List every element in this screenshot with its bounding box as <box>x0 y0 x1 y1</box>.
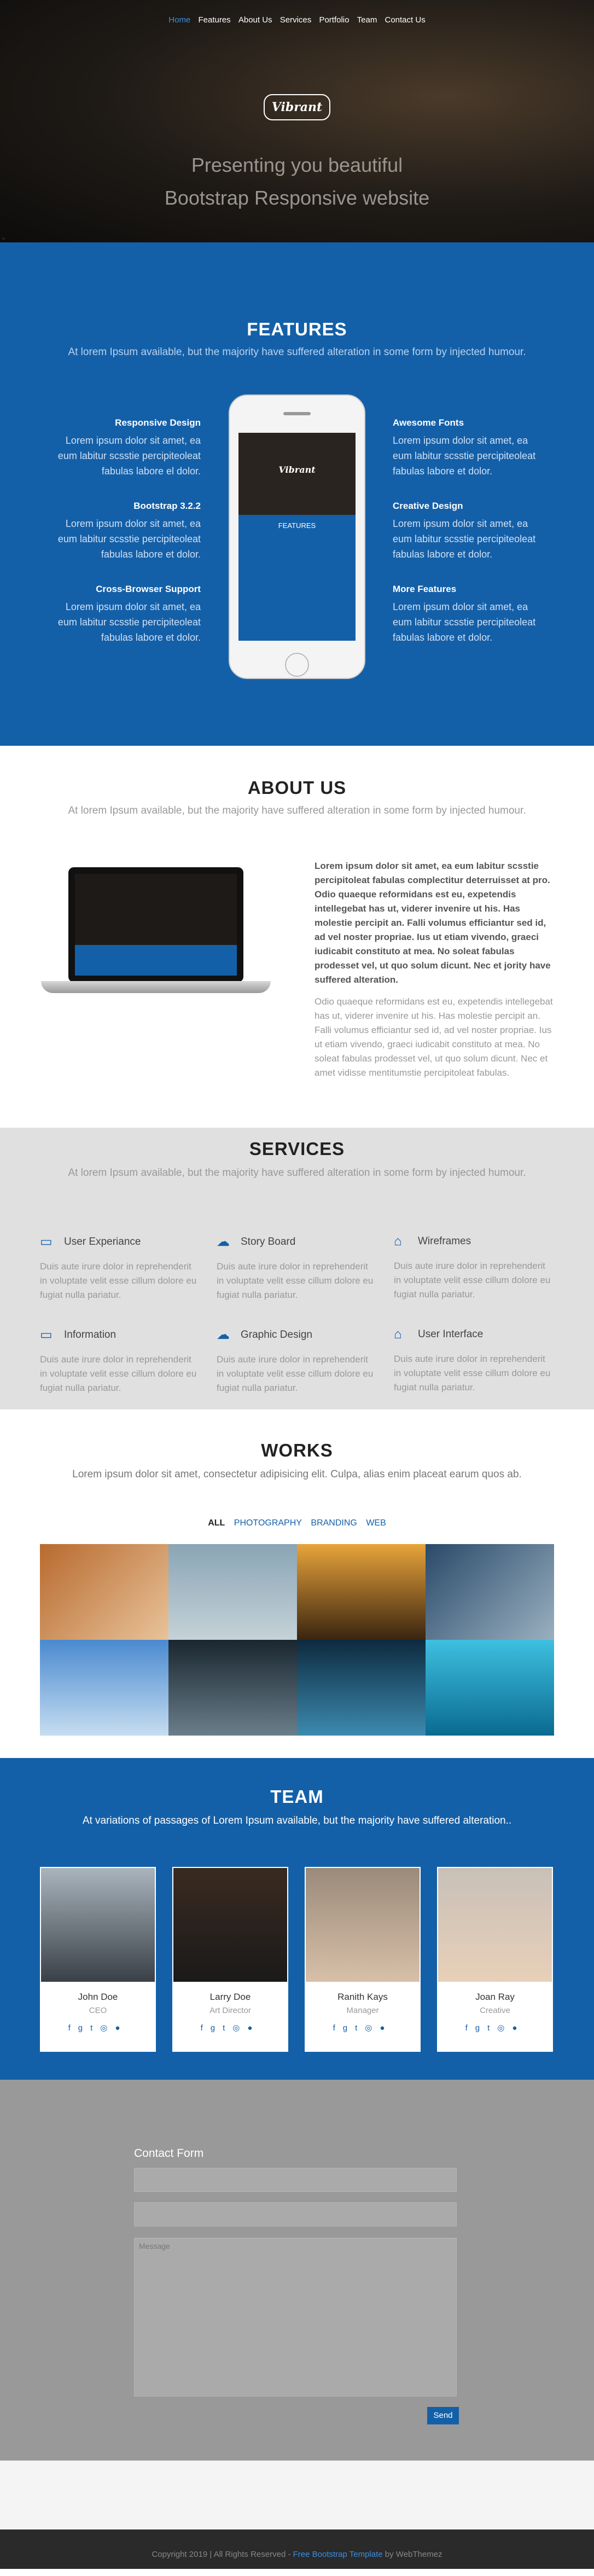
services-title: SERVICES <box>249 1139 345 1159</box>
works-lead: Lorem ipsum dolor sit amet, consectetur adipisicing elit. Culpa, alias enim placeat earum quos ab. <box>72 1469 522 1480</box>
nav-contact[interactable]: Contact Us <box>385 15 426 25</box>
twitter-icon[interactable]: t <box>487 2023 498 2033</box>
about-bold-text: Lorem ipsum dolor sit amet, ea eum labitur scsstie percipitoleat fabulas complectitur deterruisset at pro. Odio quaeque reformidans est eu, expetendis intellegebat has ut, viderer invenire ut his. Has molestie percipit an. Falli volumus efficiantur sed id, ad vel noster propriae. Ius ut etiam vivendo, graeci iudicabit constituto at mea. No soleat fabulas prodesset vel, ut quo solum dicunt. Nec et jority have suffered alteration. <box>315 861 551 985</box>
member-role: CEO <box>89 2006 107 2015</box>
feature-responsive <box>57 415 201 479</box>
google-plus-icon[interactable]: g <box>210 2023 223 2033</box>
hero-section <box>0 0 594 242</box>
nav-team[interactable]: Team <box>357 15 377 25</box>
filter-photography[interactable]: PHOTOGRAPHY <box>234 1518 302 1528</box>
service-wireframes <box>394 1234 552 1302</box>
phone-mockup <box>229 394 365 679</box>
team-title: TEAM <box>270 1786 324 1807</box>
dribbble-icon[interactable]: ◎ <box>232 2023 248 2033</box>
service-graphic-design <box>217 1327 375 1395</box>
member-name: Joan Ray <box>475 1992 515 2002</box>
copyright-bar <box>0 2529 594 2569</box>
twitter-icon[interactable]: t <box>355 2023 365 2033</box>
chevron-down-icon[interactable]: ⌄ <box>0 233 8 242</box>
feature-text: Lorem ipsum dolor sit amet, ea eum labitur scsstie percipiteoleat fabulas labore et dolor. <box>393 601 536 643</box>
hero-tagline-2: Bootstrap Responsive website <box>164 187 430 209</box>
service-information <box>40 1327 199 1395</box>
phone-speaker <box>283 412 311 415</box>
feature-crossbrowser <box>57 582 201 645</box>
facebook-icon[interactable]: f <box>200 2023 211 2033</box>
feature-text: Lorem ipsum dolor sit amet, ea eum labitur scsstie percipiteoleat fabulas labore el dolor. <box>57 435 201 477</box>
feature-text: Lorem ipsum dolor sit amet, ea eum labitur scsstie percipiteoleat fabulas labore et dolor. <box>57 518 201 560</box>
github-icon[interactable]: ● <box>380 2023 393 2033</box>
facebook-icon[interactable]: f <box>68 2023 78 2033</box>
service-text: Duis aute irure dolor in reprehenderit in voluptate velit esse cillum dolore eu fugiat nulla pariatur. <box>40 1261 197 1300</box>
nav-features[interactable]: Features <box>198 15 231 25</box>
member-social <box>40 2023 156 2033</box>
top-nav <box>0 15 594 25</box>
service-title: User Interface <box>418 1328 484 1340</box>
github-icon[interactable]: ● <box>115 2023 128 2033</box>
service-title: User Experiance <box>64 1235 141 1248</box>
features-title: FEATURES <box>247 319 347 339</box>
service-title: Wireframes <box>418 1235 471 1247</box>
nav-portfolio[interactable]: Portfolio <box>319 15 350 25</box>
works-title: WORKS <box>261 1440 333 1460</box>
phone-heading: FEATURES <box>278 521 316 530</box>
feature-title: Bootstrap 3.2.2 <box>133 501 201 511</box>
email-field[interactable] <box>134 2202 457 2226</box>
member-name: Ranith Kays <box>337 1992 388 2002</box>
send-button[interactable]: Send <box>427 2407 459 2424</box>
feature-creative <box>393 498 536 562</box>
service-title: Information <box>64 1328 117 1341</box>
template-link[interactable]: Free Bootstrap Template <box>293 2550 383 2559</box>
phone-screen <box>238 433 356 641</box>
avatar <box>437 1867 553 1983</box>
filter-all[interactable]: ALL <box>208 1518 225 1528</box>
member-social <box>172 2023 288 2033</box>
message-field[interactable] <box>134 2238 457 2397</box>
phone-home-button <box>285 653 309 677</box>
nav-services[interactable]: Services <box>279 15 312 25</box>
footer-social-bar <box>0 2461 594 2529</box>
google-plus-icon[interactable]: g <box>342 2023 356 2033</box>
service-text: Duis aute irure dolor in reprehenderit in voluptate velit esse cillum dolore eu fugiat nulla pariatur. <box>40 1354 197 1393</box>
feature-text: Lorem ipsum dolor sit amet, ea eum labitur scsstie percipiteoleat fabulas labore et dolor. <box>393 435 536 477</box>
phone-logo: Vibrant <box>238 433 356 515</box>
portfolio-grid <box>40 1544 554 1736</box>
member-role: Art Director <box>209 2006 251 2015</box>
laptop-screen <box>75 874 237 976</box>
service-text: Duis aute irure dolor in reprehenderit in voluptate velit esse cillum dolore eu fugiat nulla pariatur. <box>394 1261 551 1299</box>
about-text <box>315 859 558 1080</box>
laptop-mockup <box>41 867 271 1009</box>
avatar <box>40 1867 156 1983</box>
feature-title: Creative Design <box>393 501 463 511</box>
google-plus-icon[interactable]: g <box>78 2023 91 2033</box>
github-icon[interactable]: ● <box>512 2023 525 2033</box>
portfolio-item[interactable] <box>40 1544 168 1640</box>
features-lead: At lorem Ipsum available, but the majority have suffered alteration in some form by injected humour. <box>68 346 526 358</box>
monitor-icon: ▭ <box>40 1234 53 1249</box>
portfolio-filters <box>0 1518 594 1528</box>
about-title: ABOUT US <box>247 778 347 798</box>
team-card <box>305 1867 421 2052</box>
home-icon: ⌂ <box>394 1327 402 1342</box>
portfolio-item[interactable] <box>426 1640 554 1736</box>
laptop-screen-band <box>75 945 237 976</box>
dribbble-icon[interactable]: ◎ <box>497 2023 513 2033</box>
team-lead: At variations of passages of Lorem Ipsum available, but the majority have suffered alteration.. <box>82 1815 512 1826</box>
service-title: Graphic Design <box>241 1328 312 1341</box>
feature-text: Lorem ipsum dolor sit amet, ea eum labitur scsstie percipiteoleat fabulas labore et dolor. <box>393 518 536 560</box>
services-lead: At lorem Ipsum available, but the majority have suffered alteration in some form by injected humour. <box>68 1167 526 1179</box>
team-card <box>437 1867 553 2052</box>
facebook-icon[interactable]: f <box>333 2023 343 2033</box>
feature-bootstrap <box>57 498 201 562</box>
copyright-text <box>0 2550 594 2559</box>
facebook-icon[interactable]: f <box>465 2023 475 2033</box>
portfolio-item[interactable] <box>297 1640 426 1736</box>
copyright-label: Copyright 2019 | All Rights Reserved - <box>152 2550 291 2559</box>
github-icon[interactable]: ● <box>247 2023 260 2033</box>
feature-text: Lorem ipsum dolor sit amet, ea eum labitur scsstie percipiteoleat fabulas labore et dolor. <box>57 601 201 643</box>
feature-title: Responsive Design <box>115 417 201 428</box>
contact-title: Contact Form <box>134 2147 204 2160</box>
portfolio-item[interactable] <box>168 1640 297 1736</box>
cloud-icon: ☁ <box>217 1234 230 1249</box>
dribbble-icon[interactable]: ◎ <box>100 2023 115 2033</box>
member-role: Manager <box>346 2006 379 2015</box>
feature-title: More Features <box>393 584 457 594</box>
member-role: Creative <box>480 2006 510 2015</box>
member-social <box>437 2023 553 2033</box>
feature-title: Cross-Browser Support <box>96 584 201 594</box>
google-plus-icon[interactable]: g <box>475 2023 488 2033</box>
service-text: Duis aute irure dolor in reprehenderit in voluptate velit esse cillum dolore eu fugiat nulla pariatur. <box>217 1261 374 1300</box>
site-logo[interactable]: Vibrant <box>264 94 330 120</box>
feature-fonts <box>393 415 536 479</box>
filter-web[interactable]: WEB <box>366 1518 386 1528</box>
member-name: Larry Doe <box>209 1992 251 2002</box>
about-lead: At lorem Ipsum available, but the majority have suffered alteration in some form by injected humour. <box>68 805 526 816</box>
service-user-experiance <box>40 1234 199 1302</box>
team-card <box>40 1867 156 2052</box>
team-card <box>172 1867 288 2052</box>
nav-home[interactable]: Home <box>168 15 191 25</box>
filter-branding[interactable]: BRANDING <box>311 1518 357 1528</box>
avatar <box>305 1867 421 1983</box>
monitor-icon: ▭ <box>40 1327 53 1342</box>
portfolio-item[interactable] <box>426 1544 554 1640</box>
laptop-base <box>41 981 271 993</box>
feature-title: Awesome Fonts <box>393 417 464 428</box>
member-social <box>305 2023 421 2033</box>
nav-about[interactable]: About Us <box>238 15 272 25</box>
service-user-interface <box>394 1327 552 1395</box>
twitter-icon[interactable]: t <box>90 2023 101 2033</box>
message-placeholder: Message <box>139 2242 170 2250</box>
service-text: Duis aute irure dolor in reprehenderit in voluptate velit esse cillum dolore eu fugiat nulla pariatur. <box>217 1354 374 1393</box>
portfolio-item[interactable] <box>168 1544 297 1640</box>
about-normal-text: Odio quaeque reformidans est eu, expetendis intellegebat has ut, viderer invenire ut his. Has molestie percipit an. Falli volumus efficiantur sed id, ad vel noster propriae. Ius ut etiam vivendo, graeci iudicabit constituto at mea. No soleat fabulas prodesset vel, ut quo solum dicunt. Nec et amet vidisse mentitumstie percipitoleat fabulas. <box>315 996 553 1078</box>
hero-tagline-1: Presenting you beautiful <box>191 154 403 176</box>
feature-more <box>393 582 536 645</box>
portfolio-item[interactable] <box>297 1544 426 1640</box>
dribbble-icon[interactable]: ◎ <box>365 2023 380 2033</box>
laptop-lid <box>68 867 243 982</box>
home-icon: ⌂ <box>394 1234 402 1249</box>
member-name: John Doe <box>78 1992 118 2002</box>
copyright-by: by WebThemez <box>385 2550 442 2559</box>
name-field[interactable] <box>134 2168 457 2192</box>
portfolio-item[interactable] <box>40 1640 168 1736</box>
twitter-icon[interactable]: t <box>223 2023 233 2033</box>
service-title: Story Board <box>241 1235 296 1248</box>
avatar <box>172 1867 288 1983</box>
service-text: Duis aute irure dolor in reprehenderit in voluptate velit esse cillum dolore eu fugiat nulla pariatur. <box>394 1354 551 1393</box>
service-story-board <box>217 1234 375 1302</box>
cloud-icon: ☁ <box>217 1327 230 1342</box>
